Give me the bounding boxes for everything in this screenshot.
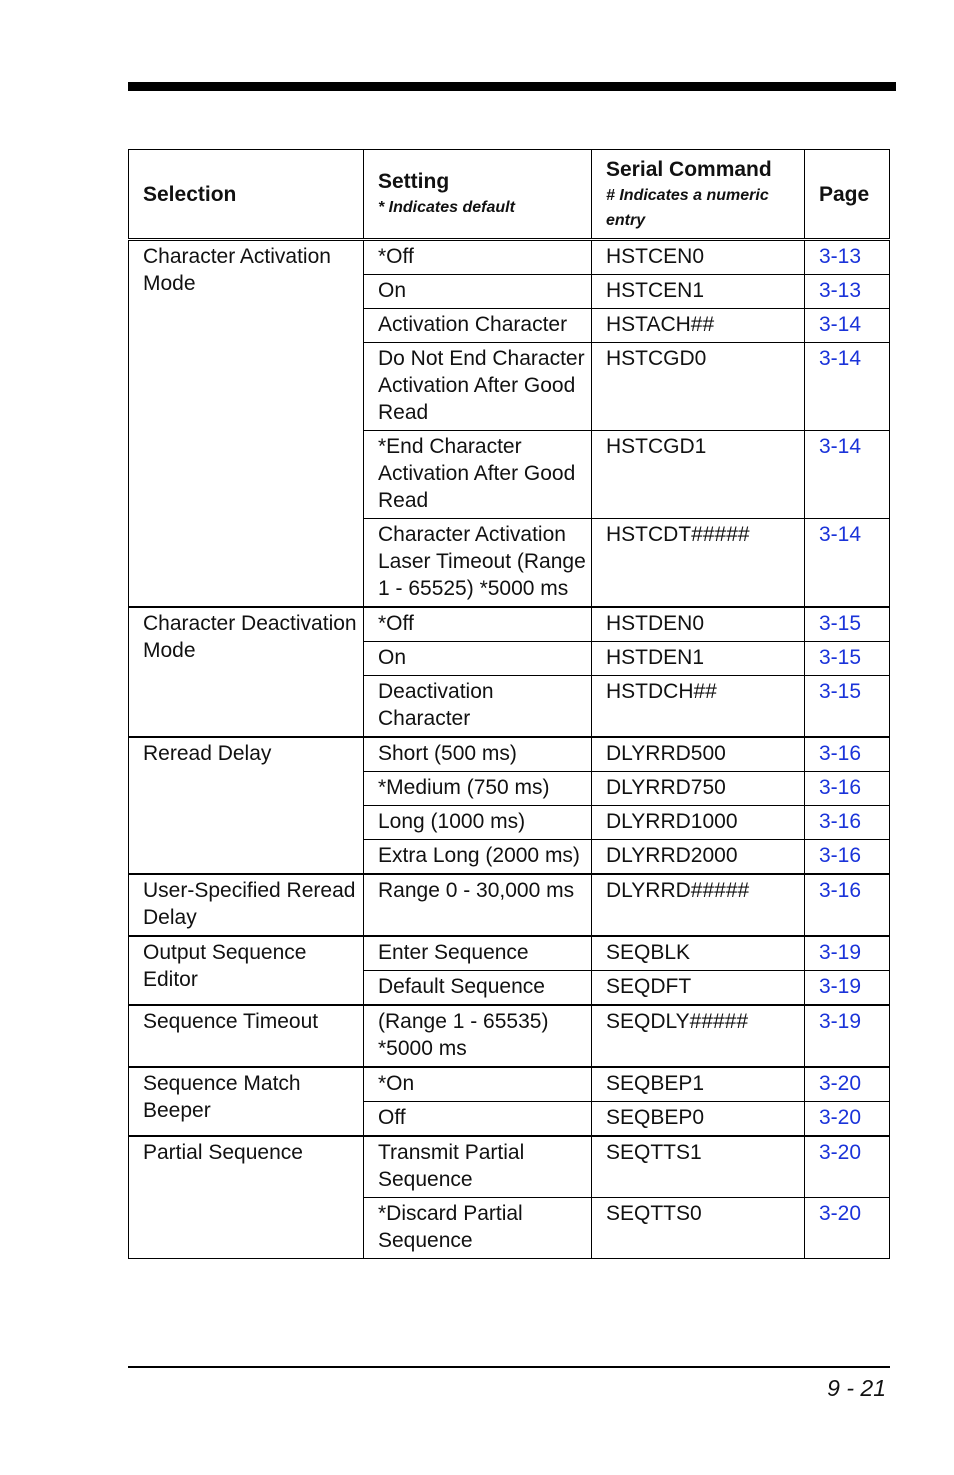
page-cell (805, 275, 890, 309)
table-row (129, 240, 890, 275)
page-cell (805, 772, 890, 806)
setting-cell: Transmit Partial Sequence (364, 1136, 592, 1198)
serial-command-cell: DLYRRD1000 (592, 806, 805, 840)
page-link[interactable]: 3-20 (819, 1072, 862, 1095)
page-link[interactable]: 3-15 (819, 612, 862, 635)
header-serial-command: Serial Command # Indicates a numeric entry (592, 150, 805, 240)
setting-cell: On (364, 642, 592, 676)
header-selection: Selection (129, 150, 364, 240)
page-link[interactable]: 3-20 (819, 1106, 862, 1129)
page-cell (805, 874, 890, 936)
page-number: 9 - 21 (827, 1375, 886, 1401)
setting-cell: Off (364, 1102, 592, 1137)
selection-cell: Reread Delay (129, 737, 364, 874)
page-link[interactable]: 3-15 (819, 680, 862, 703)
serial-command-cell: SEQTTS0 (592, 1198, 805, 1259)
serial-command-cell: SEQBEP0 (592, 1102, 805, 1137)
serial-command-cell: HSTDEN0 (592, 607, 805, 642)
page-cell (805, 676, 890, 738)
selection-cell: Character Deactivation Mode (129, 607, 364, 737)
table-header-row (129, 150, 890, 240)
page-link[interactable]: 3-19 (819, 1010, 862, 1033)
selection-cell: Sequence Timeout (129, 1005, 364, 1067)
table-body (129, 240, 890, 1259)
page-link[interactable]: 3-16 (819, 776, 862, 799)
page-cell (805, 607, 890, 642)
page-link[interactable]: 3-20 (819, 1141, 862, 1164)
serial-command-cell: HSTCEN0 (592, 240, 805, 275)
header-page: Page (805, 150, 890, 240)
setting-cell: *Discard Partial Sequence (364, 1198, 592, 1259)
footer-rule (128, 1366, 890, 1368)
serial-command-cell: DLYRRD##### (592, 874, 805, 936)
serial-command-cell: HSTCGD1 (592, 431, 805, 519)
page-link[interactable]: 3-16 (819, 810, 862, 833)
page-cell (805, 737, 890, 772)
selection-cell: Output Sequence Editor (129, 936, 364, 1005)
page-link[interactable]: 3-19 (819, 975, 862, 998)
page-link[interactable]: 3-14 (819, 435, 862, 458)
page-cell (805, 343, 890, 431)
setting-cell: Short (500 ms) (364, 737, 592, 772)
page-link[interactable]: 3-16 (819, 879, 862, 902)
page-cell (805, 936, 890, 971)
header-setting: Setting * Indicates default (364, 150, 592, 240)
page-link[interactable]: 3-19 (819, 941, 862, 964)
page-cell (805, 840, 890, 875)
page-link[interactable]: 3-20 (819, 1202, 862, 1225)
header-rule (128, 82, 896, 91)
serial-command-cell: HSTDEN1 (592, 642, 805, 676)
table-row (129, 1005, 890, 1067)
serial-command-cell: HSTCEN1 (592, 275, 805, 309)
table-row (129, 737, 890, 772)
page-cell (805, 431, 890, 519)
page-link[interactable]: 3-14 (819, 313, 862, 336)
setting-cell: *Off (364, 240, 592, 275)
page-cell (805, 1067, 890, 1102)
page-link[interactable]: 3-14 (819, 347, 862, 370)
setting-cell: *Medium (750 ms) (364, 772, 592, 806)
setting-cell: On (364, 275, 592, 309)
serial-command-cell: SEQBEP1 (592, 1067, 805, 1102)
table-row (129, 874, 890, 936)
setting-cell: (Range 1 - 65535) *5000 ms (364, 1005, 592, 1067)
page-link[interactable]: 3-13 (819, 279, 862, 302)
page-link[interactable]: 3-16 (819, 844, 862, 867)
page-cell (805, 1198, 890, 1259)
setting-cell: Deactivation Character (364, 676, 592, 738)
page-cell (805, 309, 890, 343)
setting-cell: Character Activation Laser Timeout (Range 1 - 65525) *5000 ms (364, 519, 592, 608)
serial-command-cell: HSTDCH## (592, 676, 805, 738)
page-cell (805, 806, 890, 840)
page-cell (805, 642, 890, 676)
setting-cell: Range 0 - 30,000 ms (364, 874, 592, 936)
setting-cell: Do Not End Character Activation After Good Read (364, 343, 592, 431)
setting-cell: Long (1000 ms) (364, 806, 592, 840)
table-row (129, 936, 890, 971)
table-row (129, 607, 890, 642)
page-link[interactable]: 3-14 (819, 523, 862, 546)
selection-cell: User-Specified Reread Delay (129, 874, 364, 936)
page-link[interactable]: 3-13 (819, 245, 862, 268)
header-setting-note: * Indicates default (378, 199, 515, 216)
serial-command-cell: HSTACH## (592, 309, 805, 343)
page-link[interactable]: 3-15 (819, 646, 862, 669)
serial-command-cell: HSTCDT##### (592, 519, 805, 608)
setting-cell: *On (364, 1067, 592, 1102)
page-cell (805, 1102, 890, 1137)
serial-command-cell: SEQDFT (592, 971, 805, 1006)
table-row (129, 1136, 890, 1198)
table-row (129, 1067, 890, 1102)
serial-command-cell: DLYRRD500 (592, 737, 805, 772)
setting-cell: Enter Sequence (364, 936, 592, 971)
page-cell (805, 1005, 890, 1067)
selection-cell: Partial Sequence (129, 1136, 364, 1259)
selection-cell: Sequence Match Beeper (129, 1067, 364, 1136)
serial-command-cell: SEQBLK (592, 936, 805, 971)
selection-cell: Character Activation Mode (129, 240, 364, 608)
serial-command-cell: DLYRRD750 (592, 772, 805, 806)
serial-command-table (128, 149, 890, 1259)
setting-cell: Activation Character (364, 309, 592, 343)
header-serial-note: # Indicates a numeric entry (606, 186, 769, 229)
page-cell (805, 1136, 890, 1198)
page-cell (805, 971, 890, 1006)
serial-command-cell: HSTCGD0 (592, 343, 805, 431)
page-link[interactable]: 3-16 (819, 742, 862, 765)
page-cell (805, 240, 890, 275)
setting-cell: Extra Long (2000 ms) (364, 840, 592, 875)
setting-cell: *End Character Activation After Good Read (364, 431, 592, 519)
serial-command-cell: SEQTTS1 (592, 1136, 805, 1198)
setting-cell: *Off (364, 607, 592, 642)
serial-command-cell: DLYRRD2000 (592, 840, 805, 875)
page-cell (805, 519, 890, 608)
serial-command-cell: SEQDLY##### (592, 1005, 805, 1067)
setting-cell: Default Sequence (364, 971, 592, 1006)
